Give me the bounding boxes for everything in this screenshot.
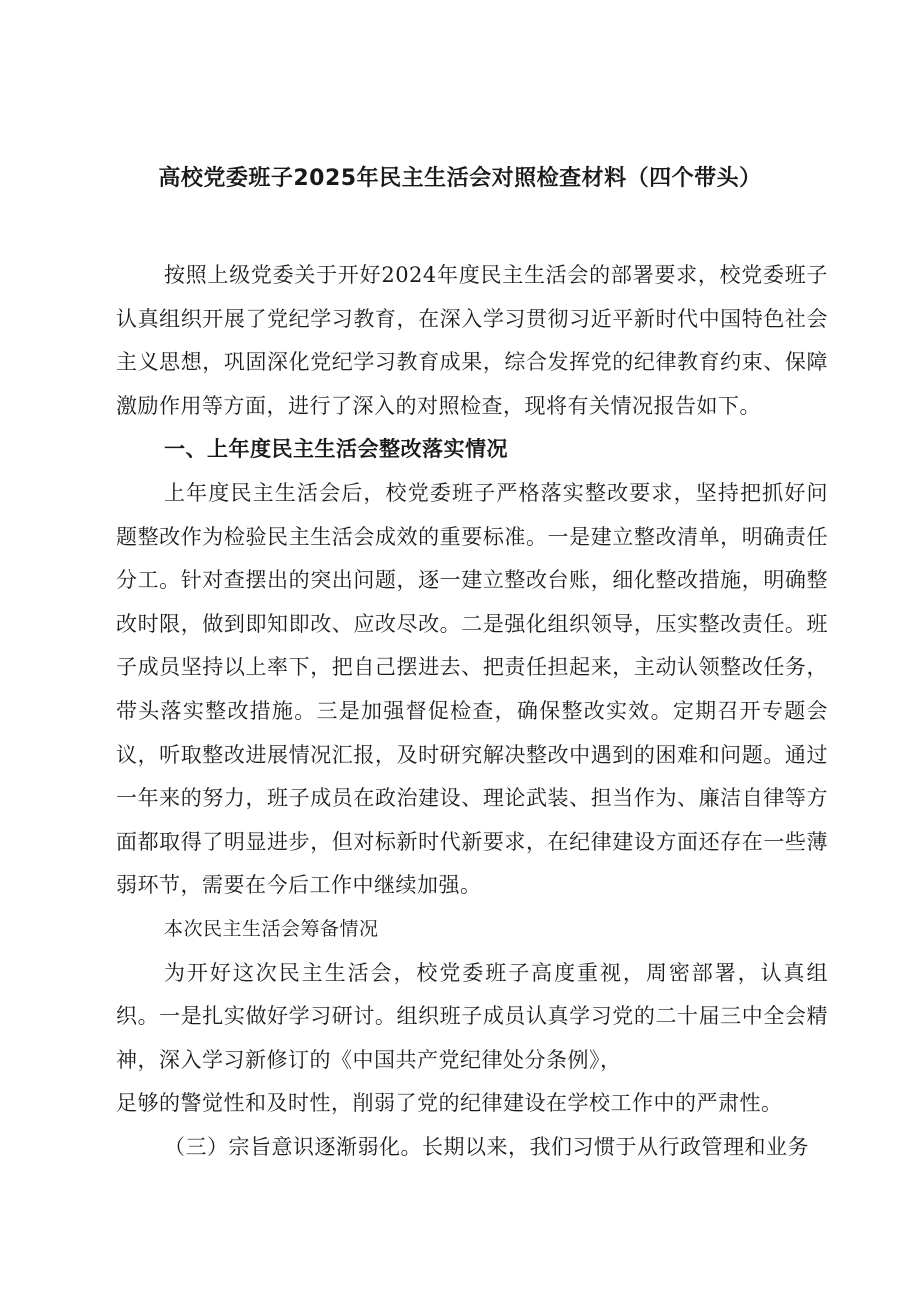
- document-body: [116, 254, 828, 1169]
- preparation-paragraph: 为开好这次民主生活会，校党委班子高度重视，周密部署，认真组织。一是扎实做好学习研讨。组织班子成员认真学习党的二十届三中全会精神，深入学习新修订的《中国共产党纪律处分条例》，: [116, 960, 828, 1072]
- section-heading: 一、上年度民主生活会整改落实情况: [164, 437, 508, 462]
- intro-paragraph: 按照上级党委关于开好2024年度民主生活会的部署要求，校党委班子认真组织开展了党纪学习教育，在深入学习贯彻习近平新时代中国特色社会主义思想，巩固深化党纪学习教育成果，综合发挥党的纪律教育约束、保障激励作用等方面，进行了深入的对照检查，现将有关情况报告如下。: [116, 263, 828, 418]
- item-3-paragraph: （三）宗旨意识逐渐弱化。长期以来，我们习惯于从行政管理和业务: [164, 1134, 809, 1159]
- rectification-paragraph: 上年度民主生活会后，校党委班子严格落实整改要求，坚持把抓好问题整改作为检验民主生活会成效的重要标准。一是建立整改清单，明确责任分工。针对查摆出的突出问题，逐一建立整改台账，细化整改措施，明确整改时限，做到即知即改、应改尽改。二是强化组织领导，压实整改责任。班子成员坚持以上率下，把自己摆进去、把责任担起来，主动认领整改任务，带头落实整改措施。三是加强督促检查，确保整改实效。定期召开专题会议，听取整改进展情况汇报，及时研究解决整改中遇到的困难和问题。通过一年来的努力，班子成员在政治建设、理论武装、担当作为、廉洁自律等方面都取得了明显进步，但对标新时代新要求，在纪律建设方面还存在一些薄弱环节，需要在今后工作中继续加强。: [116, 480, 828, 898]
- document-title: 高校党委班子2025年民主生活会对照检查材料（四个带头）: [158, 166, 762, 191]
- fragment-paragraph: 足够的警觉性和及时性，削弱了党的纪律建设在学校工作中的严肃性。: [116, 1091, 783, 1116]
- preparation-subheading: 本次民主生活会筹备情况: [164, 917, 379, 940]
